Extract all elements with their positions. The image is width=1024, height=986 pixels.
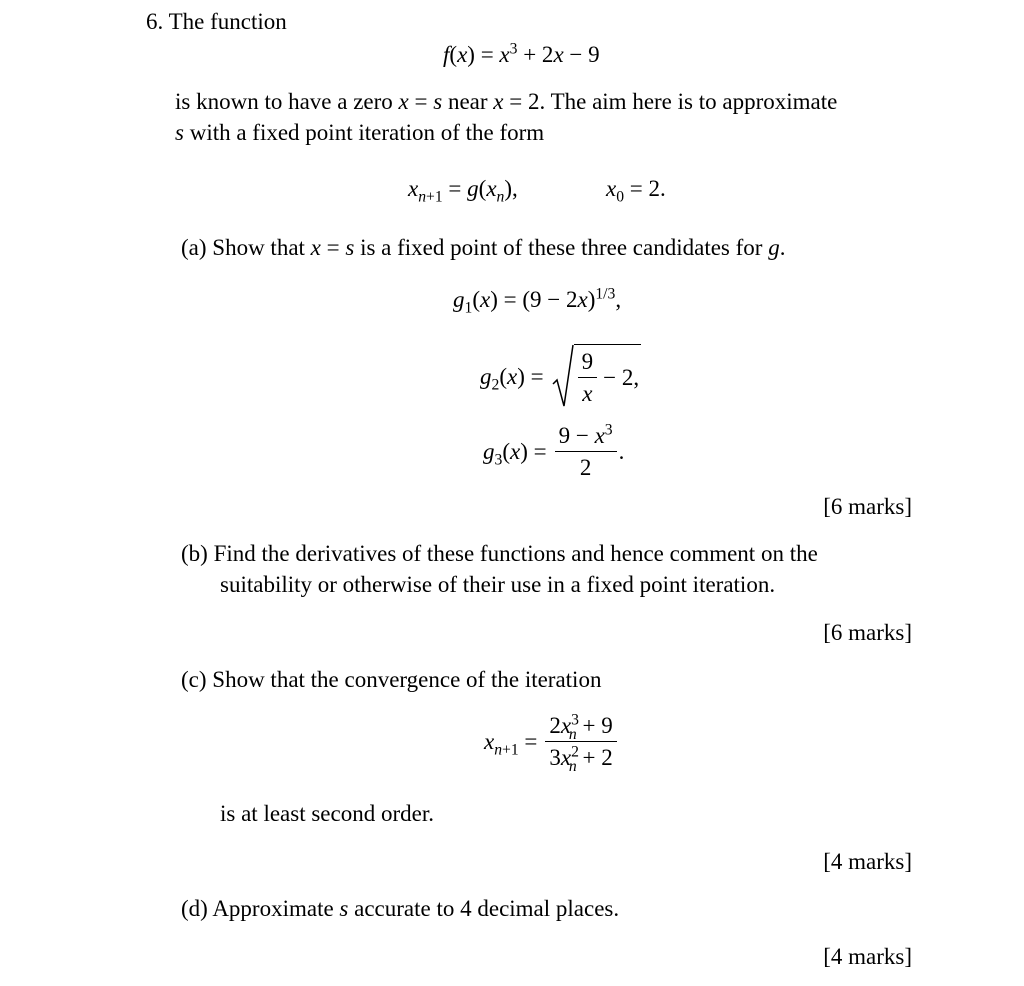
g1-equation: $g_1(x) = (9 - 2x)^{1/3}$, <box>453 285 622 317</box>
intro-line-2: s with a fixed point iteration of the form <box>175 120 545 145</box>
iteration-initial: $x_0 = 2$. <box>606 176 666 206</box>
part-c-label: (c) <box>181 667 207 692</box>
part-c-marks: [4 marks] <box>823 849 912 874</box>
g2-equation: $g_2(x)$ = $\frac{9}{x}$ − 2, <box>480 344 641 408</box>
part-a-question: (a) Show that x = s is a fixed point of these three candidates for g. <box>181 235 786 260</box>
part-a-label: (a) <box>181 235 207 260</box>
question-intro: The function <box>168 9 287 34</box>
part-b-label: (b) <box>181 541 208 566</box>
question-number: 6. <box>146 9 164 34</box>
newton-iteration-formula: $x_{n+1}$ = $\frac{2x^3_n + 9}{3x^2_n + 2}$ <box>484 714 617 769</box>
part-c-question: (c) Show that the convergence of the iteration <box>181 667 602 692</box>
part-b-question: (b) Find the derivatives of these functions and hence comment on the <box>181 541 818 566</box>
part-a-marks: [6 marks] <box>823 494 912 519</box>
part-d-question: (d) Approximate s accurate to 4 decimal places. <box>181 896 620 921</box>
part-c-line-2: is at least second order. <box>220 801 434 826</box>
sqrt-symbol: $\frac{9}{x}$ − 2, <box>552 344 641 408</box>
part-b-line-2: suitability or otherwise of their use in a fixed point iteration. <box>220 572 776 597</box>
function-definition: $f(x) = x^3 + 2x - 9$ <box>443 40 600 67</box>
question-heading <box>146 10 287 33</box>
g3-equation: $g_3(x)$ = $\frac{9 - x^3}{2}$ . <box>483 421 625 480</box>
part-d-marks: [4 marks] <box>823 944 912 969</box>
part-b-marks: [6 marks] <box>823 620 912 645</box>
iteration-formula: $x_{n+1} = g(x_n)$, <box>408 176 518 206</box>
intro-line-1: is known to have a zero x = s near x = 2. The aim here is to approximate <box>175 89 838 114</box>
part-d-label: (d) <box>181 896 208 921</box>
